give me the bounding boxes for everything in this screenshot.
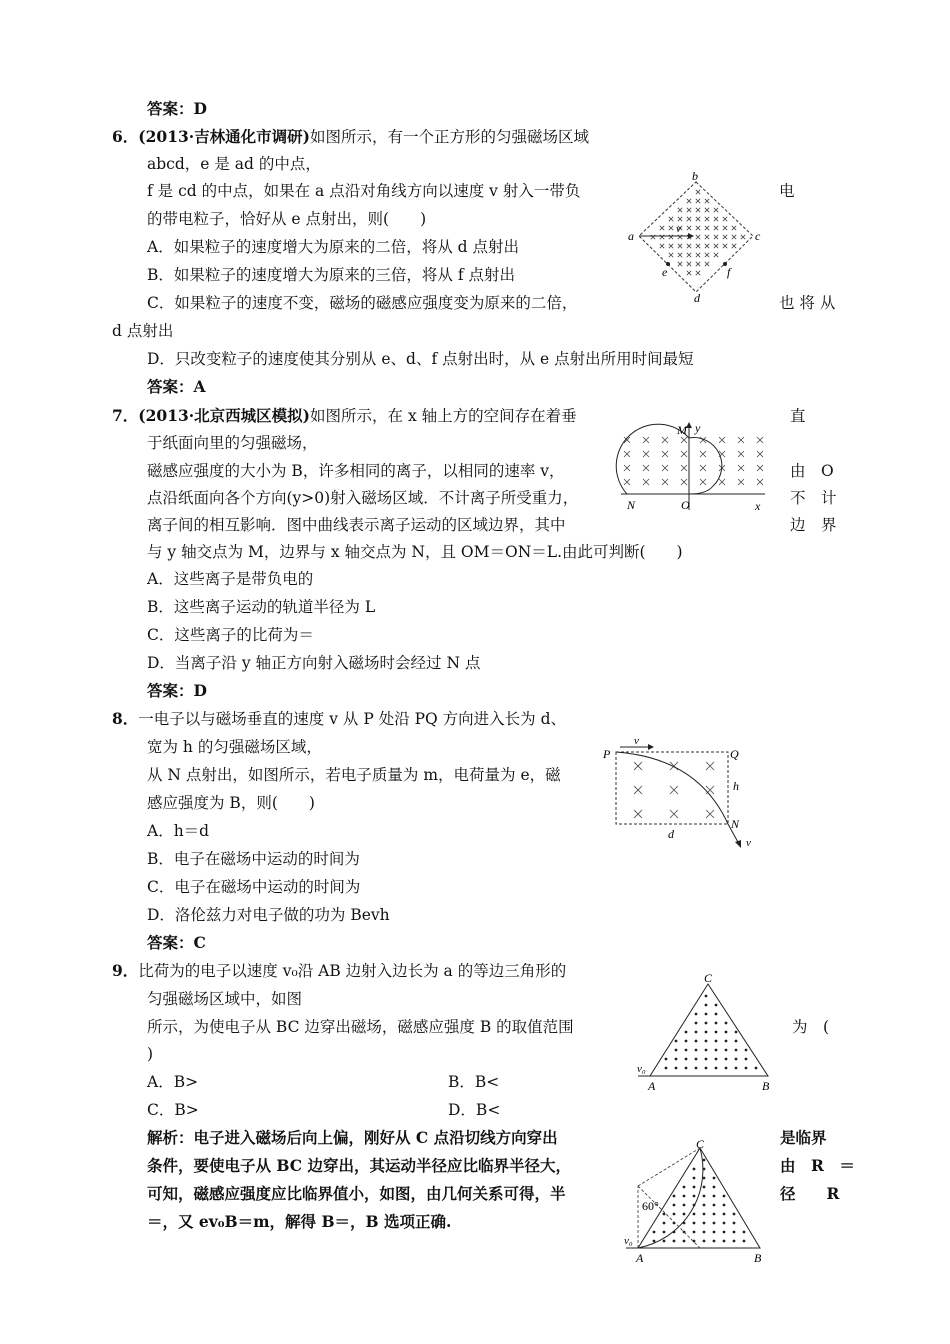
q9-analysis-label-c: C: [696, 1140, 705, 1151]
q8-velocity-arrowhead: [648, 744, 654, 750]
q9-label-c: C: [704, 972, 713, 985]
q9-analysis-1: 解析：电子进入磁场后向上偏，刚好从 C 点沿切线方向穿出: [147, 1128, 558, 1147]
q9-option-c: C．B>: [147, 1101, 199, 1119]
q6-option-c: C．如果粒子的速度不变，磁场的磁感应强度变为原来的二倍，: [147, 294, 578, 312]
q8-stem-2: 宽为 h 的匀强磁场区域，: [147, 738, 322, 756]
q8-stem-3: 从 N 点射出，如图所示，若电子质量为 m，电荷量为 e，磁: [147, 766, 561, 784]
q6-label-e: e: [662, 265, 668, 279]
q6-field-crosses: [651, 190, 745, 275]
q9-label-v0: v₀: [637, 1063, 646, 1075]
q9-stem-2: 匀强磁场区域中，如图: [147, 990, 303, 1008]
q7-label-o: O: [681, 498, 690, 512]
q7-stem-5-tail: 边 界: [790, 516, 837, 534]
q9-field-dots: [665, 995, 758, 1070]
q8-label-p: P: [603, 747, 611, 761]
q9-label-b: B: [762, 1079, 770, 1093]
q6-square-field-figure: [628, 170, 768, 305]
q9-option-d: D．B<: [448, 1101, 501, 1119]
q8-label-v-out: v: [746, 837, 751, 849]
q6-label-f: f: [727, 265, 731, 279]
q8-option-d: D．洛伦兹力对电子做的功为 Bevh: [147, 906, 390, 924]
q7-stem-3: 磁感应强度的大小为 B，许多相同的离子，以相同的速率 v，: [147, 462, 565, 480]
q7-stem-2: 于纸面向里的匀强磁场，: [147, 434, 318, 452]
q7-stem-3-tail: 由 O: [790, 462, 834, 480]
q6-label-b: b: [692, 170, 698, 183]
q9-analysis-4: ＝，又 ev₀B＝m，解得 B＝，B 选项正确.: [147, 1212, 452, 1231]
q7-stem-5: 离子间的相互影响．图中曲线表示离子运动的区域边界，其中: [147, 516, 566, 534]
q9-analysis-label-a: A: [636, 1251, 644, 1265]
q8-line1: [112, 708, 566, 730]
q8-exit-arrowhead: [735, 840, 741, 848]
q6-stem-4: 的带电粒子，恰好从 e 点射出，则( ): [147, 210, 427, 228]
q9-analysis-3-tail: 径 R: [780, 1184, 840, 1203]
q8-option-b: B．电子在磁场中运动的时间为: [147, 850, 360, 868]
q7-stem-6: 与 y 轴交点为 M，边界与 x 轴交点为 N，且 OM＝ON＝L.由此可判断( ): [147, 543, 683, 561]
q9-analysis-label-b: B: [754, 1251, 762, 1265]
q6-label-d: d: [694, 291, 700, 305]
q9-analysis-label-v0: v₀: [624, 1235, 633, 1247]
q6-stem-1: 如图所示，有一个正方形的匀强磁场区域: [310, 128, 590, 146]
q9-triangle: [650, 984, 768, 1076]
q9-triangle-field-figure: [632, 972, 782, 1096]
q9-option-a: A．B>: [147, 1073, 199, 1091]
q6-option-d: D．只改变粒子的速度使其分别从 e、d、f 点射出时，从 e 点射出所用时间最短: [147, 350, 694, 368]
q8-electron-path: [616, 752, 739, 844]
q6-stem-3-tail: 电: [779, 182, 795, 200]
q9-analysis-1-tail: 是临界: [780, 1128, 827, 1147]
q9-stem-3: 所示，为使电子从 BC 边穿出磁场，磁感应强度 B 的取值范围: [147, 1018, 574, 1036]
q7-boundary-curve: [616, 424, 722, 494]
q6-label-a: a: [628, 229, 634, 243]
q7-line1: [112, 405, 577, 427]
q6-line1: [112, 126, 589, 148]
q9-stem-1: 比荷为的电子以速度 v₀沿 AB 边射入边长为 a 的等边三角形的: [138, 962, 567, 980]
q6-answer: 答案：A: [147, 377, 206, 396]
q7-number: 7．: [112, 406, 139, 425]
q6-option-a: A．如果粒子的速度增大为原来的二倍，将从 d 点射出: [147, 238, 519, 256]
q6-source: (2013·吉林通化市调研): [138, 127, 311, 146]
q7-field-boundary-figure: [615, 420, 775, 515]
q6-arrowhead: [688, 233, 694, 239]
q9-analysis-figure: [620, 1140, 770, 1265]
q6-stem-2: abcd，e 是 ad 的中点，: [147, 155, 321, 173]
q8-option-c: C．电子在磁场中运动的时间为: [147, 878, 361, 896]
q7-label-x: x: [755, 499, 761, 513]
q8-stem-4: 感应强度为 B，则( ): [147, 794, 315, 812]
q7-stem-1-tail: 直: [790, 407, 806, 425]
q8-label-v-top: v: [634, 738, 639, 747]
q6-label-c: c: [755, 229, 761, 243]
q9-radius-line-2: [638, 1148, 700, 1186]
q8-label-d: d: [668, 827, 674, 841]
q7-stem-4-tail: 不 计: [790, 489, 837, 507]
q6-option-c-tail: 也 将 从: [779, 294, 836, 312]
q7-option-d: D．当离子沿 y 轴正方向射入磁场时会经过 N 点: [147, 654, 481, 672]
q9-number: 9．: [112, 961, 139, 980]
q9-line1: [112, 960, 566, 982]
q8-label-q: Q: [730, 747, 739, 761]
q7-option-b: B．这些离子运动的轨道半径为 L: [147, 598, 376, 616]
q9-stem-3-tail: 为 (: [792, 1018, 830, 1036]
q9-label-a: A: [648, 1079, 656, 1093]
q6-option-c-cont: d 点射出: [112, 322, 174, 340]
q7-stem-1: 如图所示，在 x 轴上方的空间存在着垂: [310, 407, 577, 425]
q6-option-b: B．如果粒子的速度增大为原来的三倍，将从 f 点射出: [147, 266, 515, 284]
q8-rect-field-figure: [598, 738, 758, 856]
q8-label-h: h: [733, 779, 739, 793]
q7-option-a: A．这些离子是带负电的: [147, 570, 314, 588]
q6-stem-3: f 是 cd 的中点，如果在 a 点沿对角线方向以速度 v 射入一带负: [147, 182, 581, 200]
q9-radius-line-3: [638, 1186, 700, 1248]
q8-stem-1: 一电子以与磁场垂直的速度 v 从 P 处沿 PQ 方向进入长为 d、: [138, 710, 567, 728]
q5-answer: 答案：D: [147, 99, 207, 118]
q7-label-n: N: [627, 498, 636, 512]
q8-answer: 答案：C: [147, 933, 206, 952]
q6-square-boundary: [639, 182, 753, 292]
q7-stem-4: 点沿纸面向各个方向(y>0)射入磁场区域．不计离子所受重力，: [147, 489, 579, 507]
q7-answer: 答案：D: [147, 681, 207, 700]
q7-label-m: M: [677, 423, 687, 437]
q9-option-b: B．B<: [448, 1073, 500, 1091]
q8-option-a: A．h＝d: [147, 822, 210, 840]
q9-angle-label: 60°: [642, 1199, 659, 1213]
q8-label-n: N: [731, 817, 740, 831]
q7-option-c: C．这些离子的比荷为＝: [147, 626, 314, 644]
q7-source: (2013·北京西城区模拟): [138, 406, 311, 425]
q9-analysis-3: 可知，磁感应强度应比临界值小，如图，由几何关系可得，半: [147, 1184, 566, 1203]
q6-label-v: v: [676, 223, 681, 235]
q6-number: 6．: [112, 127, 139, 146]
q8-field-crosses: [634, 762, 714, 818]
q9-analysis-2: 条件，要使电子从 BC 边穿出，其运动半径应比临界半径大，: [147, 1156, 572, 1175]
q8-number: 8．: [112, 709, 139, 728]
q7-label-y: y: [695, 421, 701, 435]
q7-field-crosses: [624, 437, 763, 485]
q9-analysis-triangle: [638, 1148, 760, 1248]
q9-stem-4: ): [147, 1045, 154, 1063]
q9-analysis-2-tail: 由 R ＝: [780, 1156, 855, 1175]
